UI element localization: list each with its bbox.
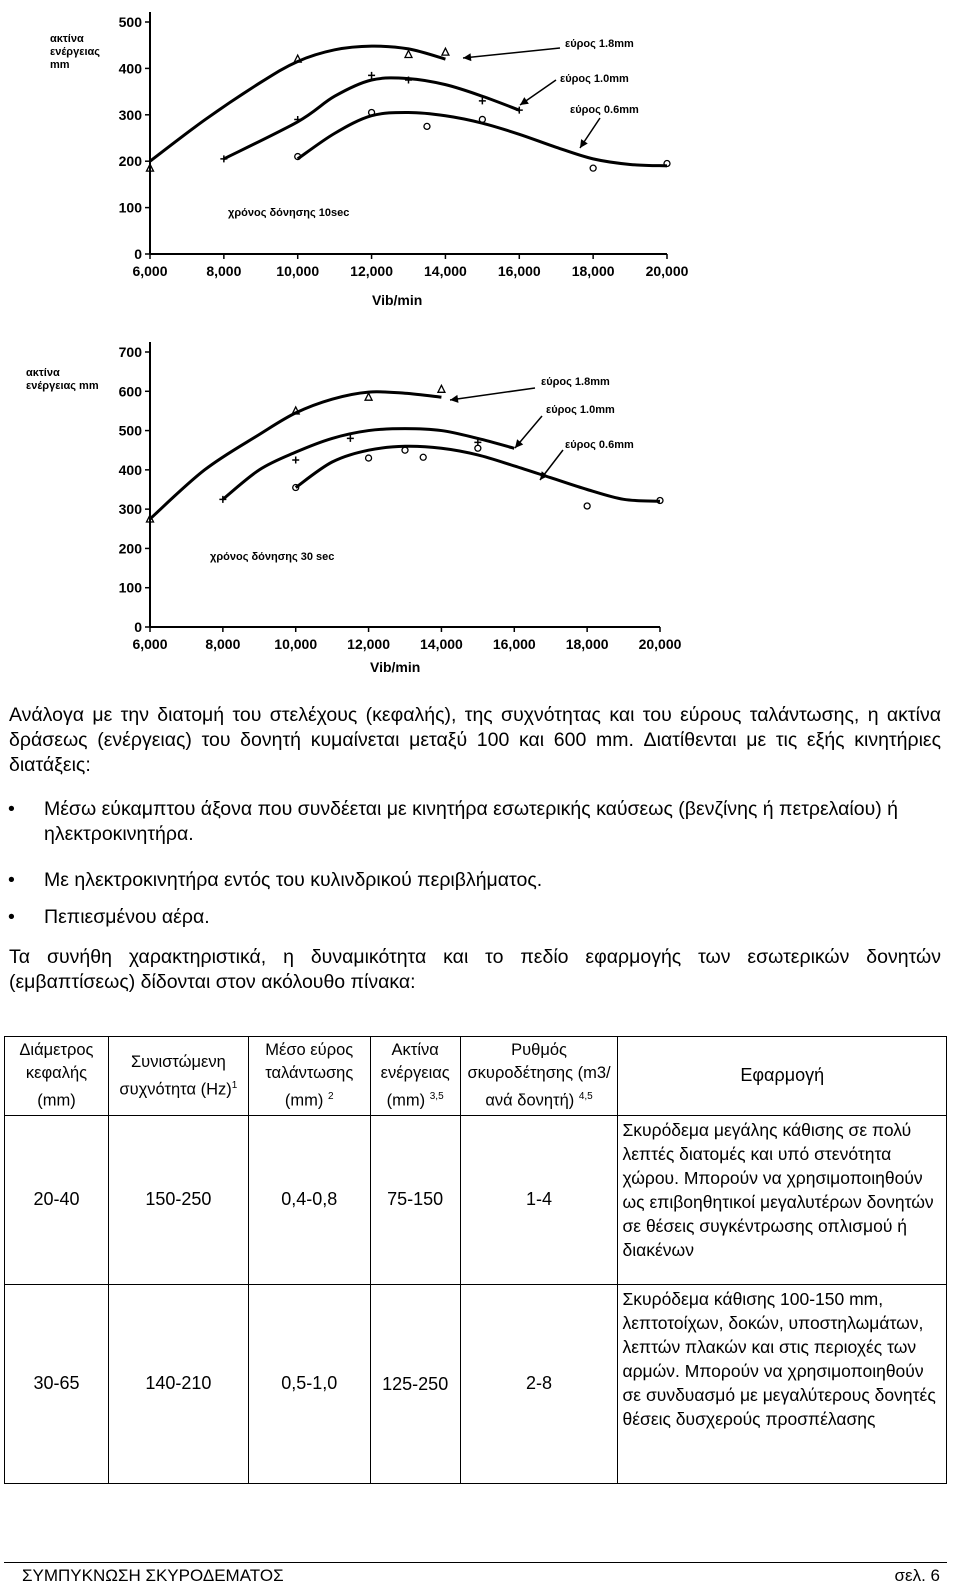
- x-tick-label: 10,000: [274, 636, 318, 652]
- cell-amplitude: 0,5-1,0: [248, 1284, 370, 1483]
- legend-label: εύρος 1.8mm: [541, 376, 610, 388]
- plot-area: [119, 342, 682, 652]
- y-tick-label: 300: [118, 106, 142, 123]
- x-tick-label: 6,000: [132, 263, 168, 279]
- cell-diameter: 30-65: [5, 1284, 109, 1483]
- bullet-dot-icon: •: [8, 869, 15, 891]
- data-point: [347, 435, 354, 442]
- legend-label: εύρος 1.0mm: [560, 73, 629, 85]
- bullet-dot-icon: •: [8, 798, 15, 820]
- cell-application: Σκυρόδεμα κάθισης 100-150 mm, λεπτοτοίχων, δοκών, υποστηλωμάτων, λεπτών πλακών και στις περιοχές των αρμών. Μπορούν να χρησιμοποιηθούν σε συνδυασμό με μεγαλύτερους δονητές θέσεις δυσχερούς προσπέλασης: [618, 1284, 947, 1483]
- legend-arrow: [463, 48, 560, 58]
- x-tick-label: 10,000: [276, 263, 320, 279]
- y-tick-label: 500: [118, 422, 142, 439]
- arrowhead-icon: [580, 139, 588, 148]
- legend-arrow: [450, 388, 535, 400]
- header-amplitude: Μέσο εύρος ταλάντωσης (mm) $^2$: [248, 1037, 370, 1116]
- y-tick-label: 400: [118, 60, 142, 77]
- data-point: [368, 72, 375, 79]
- series-line: [223, 429, 514, 500]
- y-tick-label: 100: [118, 199, 142, 216]
- header-frequency: Συνιστώμενη συχνότητα $(Hz)^1$: [108, 1037, 248, 1116]
- y-tick-label: 600: [118, 383, 142, 400]
- legend-label: εύρος 0.6mm: [570, 104, 639, 116]
- y-tick-label: 500: [118, 14, 142, 30]
- x-tick-label: 8,000: [205, 636, 241, 652]
- chart-note: χρόνος δόνησης 30 sec: [210, 551, 335, 563]
- paragraph-intro: Ανάλογα με την διατομή του στελέχους (κεφαλής), της συχνότητας και του εύρους ταλάντωσης, η ακτίνα δράσεως (ενέργειας) του δονητή κυμαίνεται μεταξύ 100 και 600 mm. Διατίθενται με τις εξής κινητήριες διατάξεις:: [9, 704, 941, 776]
- data-point: [292, 457, 299, 464]
- legend-label: εύρος 1.8mm: [565, 38, 634, 50]
- page-number: σελ. 6: [894, 1566, 940, 1585]
- header-radius: Ακτίνα ενέργειας (mm) $^{3,5}$: [370, 1037, 460, 1116]
- cell-frequency: 150-250: [108, 1115, 248, 1284]
- x-tick-label: 6,000: [132, 636, 168, 652]
- legend-label: εύρος 1.0mm: [546, 404, 615, 416]
- y-axis-label: [50, 33, 100, 71]
- data-point: [365, 393, 372, 400]
- y-axis-label-line: ακτίνα: [26, 367, 60, 379]
- paragraph-table-intro: Τα συνήθη χαρακτηριστικά, η δυναμικότητα και το πεδίο εφαρμογής των εσωτερικών δονητών (εμβαπτίσεως) δίδονται στον ακόλουθο πίνακα:: [9, 946, 941, 993]
- cell-rate: 2-8: [460, 1284, 618, 1483]
- y-tick-label: 0: [134, 619, 142, 635]
- plot-area: [119, 12, 689, 279]
- cell-amplitude: 0,4-0,8: [248, 1115, 370, 1284]
- cell-diameter: 20-40: [5, 1115, 109, 1284]
- data-point: [584, 503, 590, 509]
- bullet-text: Μέσω εύκαμπτου άξονα που συνδέεται με κινητήρα εσωτερικής καύσεως (βενζίνης ή πετρελαίου) ή ηλεκτροκινητήρα.: [44, 798, 899, 845]
- arrowhead-icon: [520, 97, 529, 105]
- x-axis-label: Vib/min: [370, 659, 421, 675]
- y-axis-label-line: mm: [50, 59, 70, 71]
- cell-frequency: 140-210: [108, 1284, 248, 1483]
- y-axis-label-line: ενέργειας: [50, 46, 100, 58]
- x-tick-label: 12,000: [350, 263, 393, 279]
- cell-application: Σκυρόδεμα μεγάλης κάθισης σε πολύ λεπτές διατομές και υπό στενότητα χώρου. Μπορούν να χρησιμοποιηθούν ως επιβοηθητικοί μεγαλυτέρων δονητών σε θέσεις συγκέντρωσης οπλισμού ή διακένων: [618, 1115, 947, 1284]
- x-tick-label: 18,000: [565, 636, 609, 652]
- y-tick-label: 400: [118, 461, 142, 478]
- legend-label: εύρος 0.6mm: [565, 439, 634, 451]
- data-point: [420, 454, 426, 460]
- header-application: Εφαρμογή: [618, 1037, 947, 1116]
- x-tick-label: 14,000: [420, 636, 463, 652]
- chart-vibration-30sec: [0, 330, 960, 680]
- table-row: [5, 1115, 947, 1284]
- table-header-row: [5, 1037, 947, 1116]
- data-point: [479, 116, 485, 122]
- x-tick-label: 8,000: [206, 263, 242, 279]
- footer-divider: [4, 1562, 947, 1563]
- series-line: [224, 78, 519, 159]
- x-tick-label: 16,000: [497, 263, 541, 279]
- series-line: [298, 112, 667, 165]
- cell-radius: 125-250: [370, 1284, 460, 1483]
- table-row: [5, 1284, 947, 1483]
- vibrator-characteristics-table: [4, 1036, 947, 1484]
- header-diameter: Διάμετρος κεφαλής (mm): [5, 1037, 109, 1116]
- x-tick-label: 12,000: [347, 636, 390, 652]
- y-tick-label: 200: [118, 540, 142, 557]
- bullet-dot-icon: •: [8, 906, 15, 928]
- arrowhead-icon: [540, 471, 548, 480]
- cell-rate: 1-4: [460, 1115, 618, 1284]
- series-line: [150, 46, 445, 161]
- data-point: [438, 385, 445, 392]
- arrowhead-icon: [450, 395, 458, 403]
- x-axis-label: Vib/min: [372, 292, 423, 308]
- cell-radius: 75-150: [370, 1115, 460, 1284]
- chart-note: χρόνος δόνησης 10sec: [228, 207, 350, 219]
- data-point: [590, 165, 596, 171]
- y-axis-label-line: ενέργειας mm: [26, 380, 99, 392]
- y-axis-label-line: ακτίνα: [50, 33, 84, 45]
- data-point: [442, 48, 449, 55]
- bullet-text: Πεπιεσμένου αέρα.: [44, 906, 210, 928]
- y-tick-label: 0: [134, 246, 142, 262]
- y-tick-label: 300: [118, 501, 142, 518]
- x-tick-label: 16,000: [492, 636, 536, 652]
- header-rate: Ρυθμός σκυροδέτησης (m3/ανά δονητή) $^{4,5}$: [460, 1037, 618, 1116]
- data-point: [366, 455, 372, 461]
- y-tick-label: 700: [118, 344, 142, 360]
- y-tick-label: 100: [118, 579, 142, 596]
- data-point: [405, 50, 412, 57]
- bullet-text: Με ηλεκτροκινητήρα εντός του κυλινδρικού περιβλήματος.: [44, 869, 543, 891]
- series-line: [296, 446, 660, 501]
- x-tick-label: 20,000: [645, 263, 689, 279]
- series-line: [150, 392, 441, 519]
- footer-title: ΣΥΜΠΥΚΝΩΣΗ ΣΚΥΡΟΔΕΜΑΤΟΣ: [22, 1566, 284, 1585]
- data-point: [475, 445, 481, 451]
- data-point: [424, 123, 430, 129]
- x-tick-label: 14,000: [424, 263, 467, 279]
- chart-vibration-10sec: [0, 0, 960, 320]
- x-tick-label: 18,000: [571, 263, 615, 279]
- y-axis-label: [26, 367, 99, 392]
- data-point: [402, 447, 408, 453]
- x-tick-label: 20,000: [638, 636, 682, 652]
- y-tick-label: 200: [118, 153, 142, 170]
